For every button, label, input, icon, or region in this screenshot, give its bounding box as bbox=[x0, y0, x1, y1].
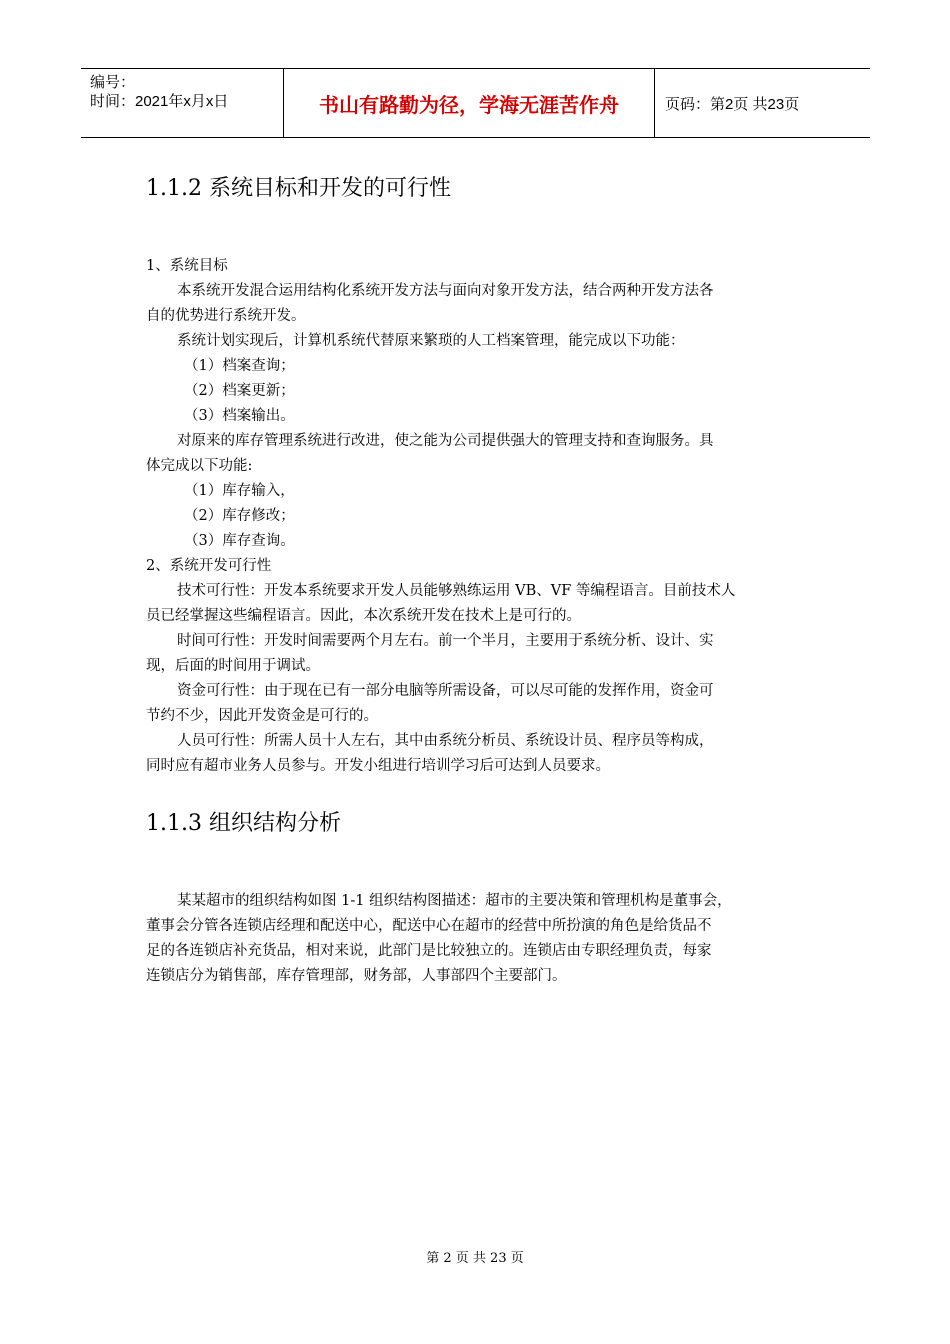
section-title-1-1-3: 1.1.3 组织结构分析 bbox=[146, 811, 341, 836]
list-item: （3）档案输出。 bbox=[184, 408, 295, 424]
paragraph-line: 某某超市的组织结构如图 1-1 组织结构图描述：超市的主要决策和管理机构是董事会， bbox=[177, 893, 732, 909]
list-item: （1）库存输入， bbox=[184, 483, 295, 499]
paragraph-line: 本系统开发混合运用结构化系统开发方法与面向对象开发方法，结合两种开发方法各 bbox=[177, 283, 714, 299]
paragraph-line: 人员可行性：所需人员十人左右，其中由系统分析员、系统设计员、程序员等构成， bbox=[177, 733, 714, 749]
paragraph-line: 连锁店分为销售部，库存管理部，财务部，人事部四个主要部门。 bbox=[146, 968, 567, 984]
list-item: （2）档案更新； bbox=[184, 383, 295, 399]
paragraph-line: 员已经掌握这些编程语言。因此，本次系统开发在技术上是可行的。 bbox=[146, 608, 581, 624]
number-label: 编号： bbox=[90, 74, 136, 91]
header-page-info: 页码：第2页 共23页 bbox=[665, 95, 800, 113]
list-item: （2）库存修改； bbox=[184, 508, 295, 524]
subheading-system-goal: 1、系统目标 bbox=[146, 258, 228, 274]
paragraph-line: 同时应有超市业务人员参与。开发小组进行培训学习后可达到人员要求。 bbox=[146, 758, 610, 774]
list-item: （1）档案查询； bbox=[184, 358, 295, 374]
subheading-feasibility: 2、系统开发可行性 bbox=[146, 558, 272, 574]
page-footer: 第 2 页 共 23 页 bbox=[426, 1251, 524, 1266]
time-label: 时间：2021年x月x日 bbox=[90, 93, 229, 110]
paragraph-line: 自的优势进行系统开发。 bbox=[146, 308, 306, 324]
paragraph-line: 足的各连锁店补充货品，相对来说，此部门是比较独立的。连锁店由专职经理负责，每家 bbox=[146, 943, 712, 959]
paragraph-line: 节约不少，因此开发资金是可行的。 bbox=[146, 708, 378, 724]
paragraph-line: 现，后面的时间用于调试。 bbox=[146, 658, 320, 674]
section-title-1-1-2: 1.1.2 系统目标和开发的可行性 bbox=[146, 176, 451, 201]
paragraph-line: 时间可行性：开发时间需要两个月左右。前一个半月，主要用于系统分析、设计、实 bbox=[177, 633, 714, 649]
header-meta bbox=[90, 73, 228, 111]
paragraph-line: 资金可行性：由于现在已有一部分电脑等所需设备，可以尽可能的发挥作用，资金可 bbox=[177, 683, 714, 699]
paragraph-line: 体完成以下功能: bbox=[146, 458, 253, 474]
paragraph-line: 系统计划实现后，计算机系统代替原来繁琐的人工档案管理，能完成以下功能： bbox=[177, 333, 685, 349]
list-item: （3）库存查询。 bbox=[184, 533, 295, 549]
header-motto: 书山有路勤为径，学海无涯苦作舟 bbox=[319, 92, 619, 117]
paragraph-line: 董事会分管各连锁店经理和配送中心，配送中心在超市的经营中所扮演的角色是给货品不 bbox=[146, 918, 712, 934]
paragraph-line: 技术可行性：开发本系统要求开发人员能够熟练运用 VB、VF 等编程语言。目前技术人 bbox=[177, 583, 736, 599]
paragraph-line: 对原来的库存管理系统进行改进，使之能为公司提供强大的管理支持和查询服务。具 bbox=[177, 433, 714, 449]
header-divider bbox=[654, 69, 655, 137]
page-header bbox=[81, 68, 870, 138]
